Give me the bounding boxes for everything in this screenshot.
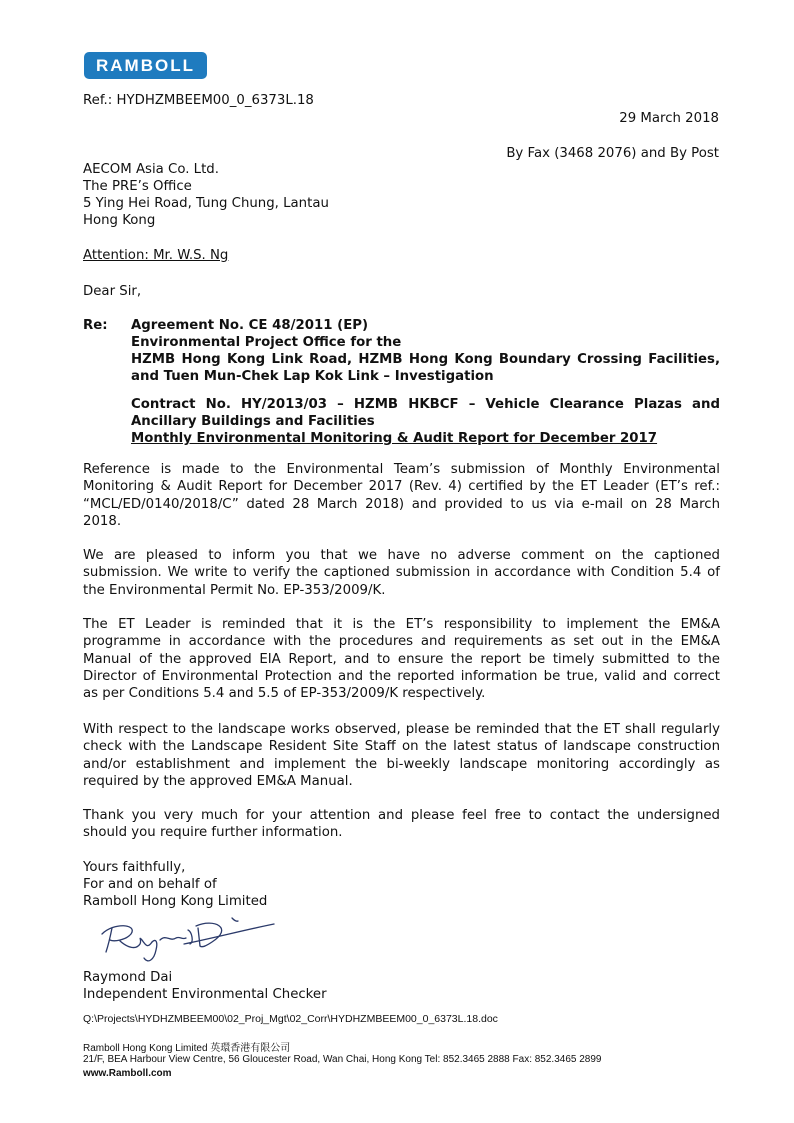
salutation: Dear Sir, <box>83 284 142 299</box>
paragraph-line: The ET Leader is reminded that it is the ET’s responsibility to implement the EM&A <box>83 617 720 632</box>
file-path: Q:\Projects\HYDHZMBEEM00\02_Proj_Mgt\02_Corr\HYDHZMBEEM00_0_6373L.18.doc <box>83 1013 498 1025</box>
address-line: AECOM Asia Co. Ltd. <box>83 162 219 177</box>
paragraph-line: Thank you very much for your attention and please feel free to contact the undersigned <box>83 808 720 823</box>
paragraph-line: submission. We write to verify the captioned submission in accordance with Condition 5.4 of <box>83 565 720 581</box>
paragraph-line: check with the Landscape Resident Site Staff on the latest status of landscape construction <box>83 739 720 755</box>
paragraph-line: We are pleased to inform you that we have no adverse comment on the captioned <box>83 548 720 563</box>
letter-date: 29 March 2018 <box>619 111 719 126</box>
signer-name: Raymond Dai <box>83 970 173 985</box>
paragraph-line: programme in accordance with the procedures and requirements as set out in the EM&A <box>83 634 720 650</box>
footer-address: 21/F, BEA Harbour View Centre, 56 Gloucester Road, Wan Chai, Hong Kong Tel: 852.3465 2888 Fax: 852.3465 2899 <box>83 1054 602 1065</box>
paragraph-reference <box>83 461 720 530</box>
closing-line: For and on behalf of <box>83 877 217 892</box>
subject-block <box>131 317 720 385</box>
paragraph-line: required by the approved EM&A Manual. <box>83 773 353 789</box>
paragraph-line: Reference is made to the Environmental Team’s submission of Monthly Environmental <box>83 462 720 477</box>
paragraph-line: Director of Environmental Protection and the reported information be true, valid and correct <box>83 668 720 684</box>
paragraph-responsibility <box>83 616 720 702</box>
paragraph-line: as per Conditions 5.4 and 5.5 of EP-353/2009/K respectively. <box>83 686 486 702</box>
company-logo: RAMBOLL <box>84 52 207 79</box>
paragraph-line: and/or establishment and implement the bi-weekly landscape monitoring accordingly as <box>83 756 720 772</box>
subject-line: and Tuen Mun-Chek Lap Kok Link – Investigation <box>131 369 494 384</box>
closing-line: Yours faithfully, <box>83 860 186 875</box>
paragraph-line: Manual of the approved EIA Report, and to ensure the report be timely submitted to the <box>83 651 720 667</box>
signer-block <box>83 969 327 1003</box>
address-line: Hong Kong <box>83 213 156 228</box>
contract-block <box>131 396 720 447</box>
paragraph-verification <box>83 547 720 599</box>
address-line: The PRE’s Office <box>83 179 192 194</box>
contract-line: Contract No. HY/2013/03 – HZMB HKBCF – Vehicle Clearance Plazas and <box>131 397 720 412</box>
subject-line: Agreement No. CE 48/2011 (EP) <box>131 318 369 333</box>
signer-title: Independent Environmental Checker <box>83 987 327 1002</box>
contract-line: Ancillary Buildings and Facilities <box>131 414 375 429</box>
report-title: Monthly Environmental Monitoring & Audit Report for December 2017 <box>131 431 658 446</box>
paragraph-line: With respect to the landscape works observed, please be reminded that the ET shall regularly <box>83 722 720 737</box>
paragraph-line: “MCL/ED/0140/2018/C” dated 28 March 2018) and provided to us via e-mail on 28 March <box>83 496 720 512</box>
subject-line: Environmental Project Office for the <box>131 335 402 350</box>
paragraph-thanks <box>83 807 720 842</box>
footer-company: Ramboll Hong Kong Limited 英環香港有限公司 <box>83 1043 291 1054</box>
subject-line: HZMB Hong Kong Link Road, HZMB Hong Kong Boundary Crossing Facilities, <box>131 352 720 367</box>
reference-number: Ref.: HYDHZMBEEM00_0_6373L.18 <box>83 93 314 108</box>
paragraph-landscape <box>83 721 720 790</box>
paragraph-line: Monitoring & Audit Report for December 2017 (Rev. 4) certified by the ET Leader (ET’s ref.: <box>83 479 720 495</box>
attention-line: Attention: Mr. W.S. Ng <box>83 248 229 263</box>
re-label: Re: <box>83 318 108 333</box>
paragraph-line: the Environmental Permit No. EP-353/2009/K. <box>83 582 386 598</box>
closing-block <box>83 859 267 910</box>
handwritten-signature <box>84 908 284 966</box>
paragraph-line: 2018. <box>83 513 122 529</box>
paragraph-line: should you require further information. <box>83 825 343 841</box>
footer-website[interactable]: www.Ramboll.com <box>83 1068 172 1079</box>
recipient-address <box>83 161 329 229</box>
address-line: 5 Ying Hei Road, Tung Chung, Lantau <box>83 196 329 211</box>
delivery-method: By Fax (3468 2076) and By Post <box>506 146 719 161</box>
closing-line: Ramboll Hong Kong Limited <box>83 894 268 909</box>
